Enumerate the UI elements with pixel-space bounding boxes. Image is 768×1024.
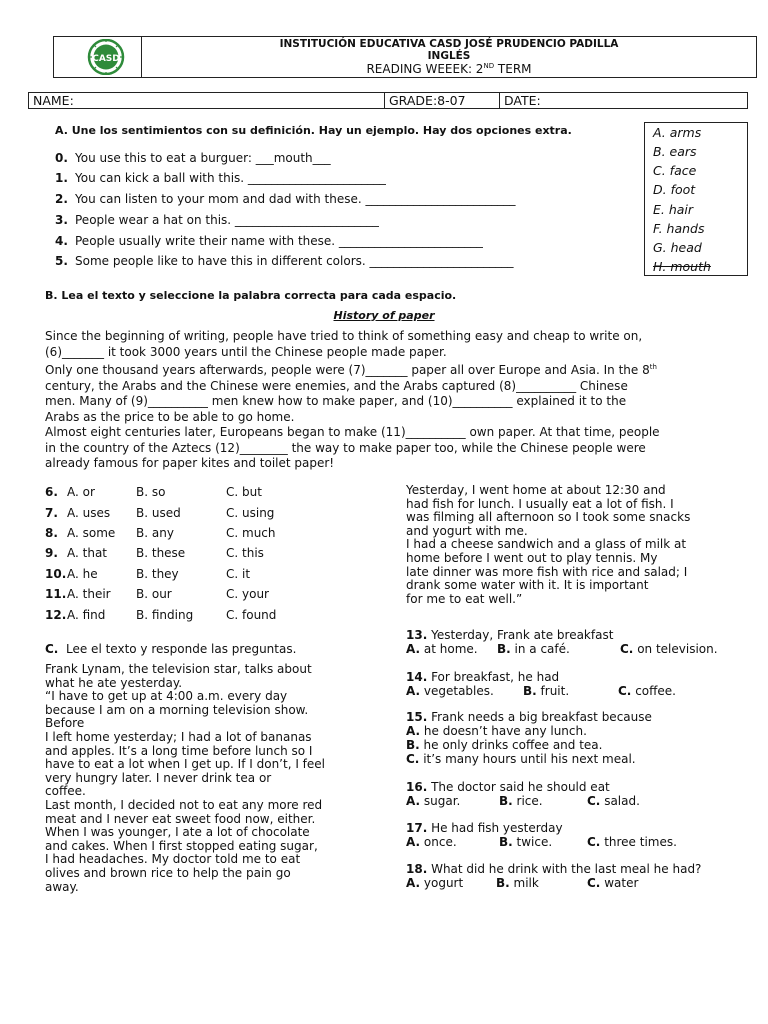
question-text: Frank needs a big breakfast because: [427, 710, 652, 724]
story-line: and yogurt with me.: [406, 523, 528, 538]
para-line: Arabs as the price to be able to go home.: [45, 409, 295, 424]
option-c[interactable]: C. your: [226, 587, 269, 601]
option-c: C. face: [653, 163, 697, 178]
story-line: because I am on a morning television show.: [45, 702, 309, 717]
option-h-used: H. mouth: [653, 259, 711, 274]
story-line: olives and brown rice to help the pain go: [45, 865, 291, 880]
reading-week-prefix: READING WEEEK: 2: [366, 62, 484, 76]
option-b: B. ears: [653, 144, 697, 159]
story-line: Yesterday, I went home at about 12:30 and: [406, 483, 666, 497]
answer-b[interactable]: B. twice.: [499, 835, 553, 849]
question-number: 6.: [45, 485, 58, 499]
answer-a[interactable]: A. sugar.: [406, 794, 461, 808]
story-line: When I was younger, I ate a lot of chocolate: [45, 825, 310, 840]
story-line: and cakes. When I first stopped eating sugar,: [45, 838, 318, 853]
item-answer[interactable]: ___mouth___: [255, 151, 331, 165]
question-18: [406, 862, 701, 876]
item-text[interactable]: People wear a hat on this. ________________________: [75, 213, 379, 227]
para-line: century, the Arabs and the Chinese were enemies, and the Arabs captured (8)__________ Chinese: [45, 378, 628, 393]
section-a-item-1: [55, 171, 386, 185]
answer-c[interactable]: C. coffee.: [618, 684, 676, 698]
name-field[interactable]: NAME:: [29, 93, 385, 108]
answer-b[interactable]: B. he only drinks coffee and tea.: [406, 738, 603, 752]
answer-c[interactable]: C. three times.: [587, 835, 677, 849]
option-a[interactable]: A. some: [67, 526, 116, 540]
story-line: away.: [45, 879, 79, 894]
story-line: Last month, I decided not to eat any more red: [45, 797, 323, 812]
answer-a[interactable]: A. yogurt: [406, 876, 464, 890]
answer-b[interactable]: B. rice.: [499, 794, 543, 808]
frank-text-right: [406, 484, 746, 606]
story-line: had fish for lunch. I usually eat a lot of fish. I: [406, 496, 674, 511]
item-text: You use this to eat a burguer:: [75, 151, 256, 165]
option-b[interactable]: B. so: [136, 485, 166, 499]
story-line: I left home yesterday; I had a lot of bananas: [45, 729, 312, 744]
para-line: Almost eight centuries later, Europeans began to make (11)__________ own paper. At that time, people: [45, 425, 660, 439]
option-c[interactable]: C. much: [226, 526, 276, 540]
para-line: (6)_______ it took 3000 years until the Chinese people made paper.: [45, 344, 447, 359]
question-number: 16.: [406, 780, 428, 794]
name-grade-date-row: [28, 92, 748, 109]
option-a: A. arms: [653, 125, 702, 140]
question-number: 14.: [406, 670, 428, 684]
question-14: [406, 670, 559, 684]
answers-16: [406, 794, 746, 808]
story-line: I had headaches. My doctor told me to eat: [45, 852, 301, 867]
para-line-sup: th: [649, 363, 657, 371]
section-a-item-5: [55, 254, 514, 268]
question-number: 17.: [406, 821, 428, 835]
question-15: [406, 710, 652, 724]
item-number: 4.: [55, 234, 68, 248]
para-line: [45, 360, 723, 379]
story-line: what he ate yesterday.: [45, 675, 183, 690]
option-c[interactable]: C. this: [226, 546, 264, 560]
item-number: 1.: [55, 171, 68, 185]
subject-title: INGLÉS: [427, 50, 471, 62]
item-number: 5.: [55, 254, 68, 268]
option-b[interactable]: B. any: [136, 526, 174, 540]
grade-field: GRADE:8-07: [385, 93, 500, 108]
item-number: 2.: [55, 192, 68, 206]
section-c-title: C. Lee el texto y responde las preguntas.: [45, 642, 297, 656]
story-line: I had a cheese sandwich and a glass of milk at: [406, 537, 687, 552]
option-e: E. hair: [653, 202, 694, 217]
answer-a[interactable]: A. he doesn’t have any lunch.: [406, 724, 587, 738]
reading-week-title: [142, 62, 756, 76]
option-a[interactable]: A. find: [67, 608, 106, 622]
para-line: Since the beginning of writing, people have tried to think of something easy and cheap to write on,: [45, 329, 643, 343]
option-b[interactable]: B. used: [136, 506, 181, 520]
answer-c[interactable]: C. water: [587, 876, 639, 890]
story-line: home before I went out to play tennis. My: [406, 550, 658, 565]
para-line: already famous for paper kites and toilet paper!: [45, 456, 335, 470]
reading-week-suffix: TERM: [494, 62, 532, 76]
logo-text: CASD: [92, 54, 120, 64]
option-d: D. foot: [653, 182, 696, 197]
school-name: INSTITUCIÓN EDUCATIVA CASD JOSÉ PRUDENCIO PADILLA: [279, 38, 619, 50]
para-line-text: Only one thousand years afterwards, people were (7)_______ paper all over Europe and Asia. In the 8: [45, 363, 650, 377]
item-number: 0.: [55, 151, 68, 165]
section-a-item-4: [55, 234, 483, 248]
question-text: Yesterday, Frank ate breakfast: [427, 628, 614, 642]
question-number: 12.: [45, 608, 67, 622]
story-line: drank some water with it. It is important: [406, 578, 649, 593]
question-number: 15.: [406, 710, 428, 724]
story-line: meat and I never eat sweet food now, either.: [45, 811, 316, 826]
item-text[interactable]: You can kick a ball with this. _______________________: [75, 171, 386, 185]
question-number: 8.: [45, 526, 58, 540]
item-text[interactable]: You can listen to your mom and dad with these. _________________________: [75, 192, 516, 206]
question-text: What did he drink with the last meal he had?: [427, 862, 702, 876]
question-text: For breakfast, he had: [427, 670, 560, 684]
option-c[interactable]: C. but: [226, 485, 262, 499]
story-line: Frank Lynam, the television star, talks about: [45, 662, 312, 676]
option-c[interactable]: C. it: [226, 567, 251, 581]
question-number: 18.: [406, 862, 428, 876]
section-a-item-0: [55, 151, 331, 165]
options-box: [644, 122, 748, 276]
para-line: in the country of the Aztecs (12)________ the way to make paper too, while the Chinese people were: [45, 440, 646, 455]
story-line: was filming all afternoon so I took some snacks: [406, 510, 691, 525]
header-box: [53, 36, 757, 78]
date-field[interactable]: DATE:: [504, 93, 541, 108]
answer-a[interactable]: A. at home.: [406, 642, 478, 656]
question-number: 11.: [45, 587, 67, 601]
option-b[interactable]: B. they: [136, 567, 179, 581]
option-a[interactable]: A. uses: [67, 506, 111, 520]
section-c-title-label: Lee el texto y responde las preguntas.: [66, 642, 297, 656]
question-text: He had fish yesterday: [427, 821, 563, 835]
answer-c[interactable]: C. it’s many hours until his next meal.: [406, 752, 636, 766]
para-line: men. Many of (9)__________ men knew how to make paper, and (10)__________ explained it to the: [45, 394, 627, 408]
question-13: [406, 628, 613, 642]
story-line: and apples. It’s a long time before lunch so I: [45, 743, 313, 758]
option-b[interactable]: B. these: [136, 546, 186, 560]
answer-b[interactable]: B. fruit.: [523, 684, 570, 698]
story-line: late dinner was more fish with rice and salad; I: [406, 564, 688, 579]
story-line: for me to eat well.”: [406, 591, 523, 606]
section-a-item-2: [55, 192, 516, 206]
story-line: have to eat a lot when I get up. If I don’t, I feel: [45, 757, 326, 772]
option-f: F. hands: [653, 221, 705, 236]
frank-text-left: [45, 663, 375, 894]
history-paragraph: [45, 329, 723, 472]
option-a[interactable]: A. he: [67, 567, 98, 581]
answer-b[interactable]: B. in a café.: [497, 642, 570, 656]
section-b-title: B. Lea el texto y seleccione la palabra correcta para cada espacio.: [45, 289, 457, 302]
question-17: [406, 821, 563, 835]
school-logo: [74, 39, 138, 75]
text-title: History of paper: [333, 309, 435, 322]
option-a[interactable]: A. that: [67, 546, 107, 560]
story-line: Before: [45, 716, 85, 731]
answers-17: [406, 835, 746, 849]
option-b[interactable]: B. finding: [136, 608, 194, 622]
option-c[interactable]: C. found: [226, 608, 277, 622]
option-b[interactable]: B. our: [136, 587, 172, 601]
item-text[interactable]: Some people like to have this in different colors. ________________________: [75, 254, 514, 268]
question-number: 7.: [45, 506, 58, 520]
answers-14: [406, 684, 746, 698]
answer-c[interactable]: C. salad.: [587, 794, 640, 808]
reading-week-sup: ND: [483, 62, 495, 70]
story-line: coffee.: [45, 784, 86, 799]
question-number: 13.: [406, 628, 428, 642]
answer-a[interactable]: A. vegetables.: [406, 684, 494, 698]
answer-a[interactable]: A. once.: [406, 835, 457, 849]
option-c[interactable]: C. using: [226, 506, 275, 520]
option-a[interactable]: A. or: [67, 485, 95, 499]
item-text[interactable]: People usually write their name with these. ________________________: [75, 234, 483, 248]
answers-13: [406, 642, 746, 656]
question-number: 9.: [45, 546, 58, 560]
section-a-item-3: [55, 213, 379, 227]
option-g: G. head: [653, 240, 702, 255]
answer-b[interactable]: B. milk: [496, 876, 539, 890]
question-text: The doctor said he should eat: [427, 780, 610, 794]
option-a[interactable]: A. their: [67, 587, 111, 601]
question-16: [406, 780, 610, 794]
item-number: 3.: [55, 213, 68, 227]
story-line: very hungry later. I never drink tea or: [45, 770, 272, 785]
section-a-title: A. Une los sentimientos con su definición. Hay un ejemplo. Hay dos opciones extra.: [55, 124, 572, 137]
answer-c[interactable]: C. on television.: [620, 642, 718, 656]
question-number: 10.: [45, 567, 67, 581]
logo-cell: [54, 37, 142, 77]
answers-18: [406, 876, 746, 890]
story-line: “I have to get up at 4:00 a.m. every day: [45, 689, 288, 704]
